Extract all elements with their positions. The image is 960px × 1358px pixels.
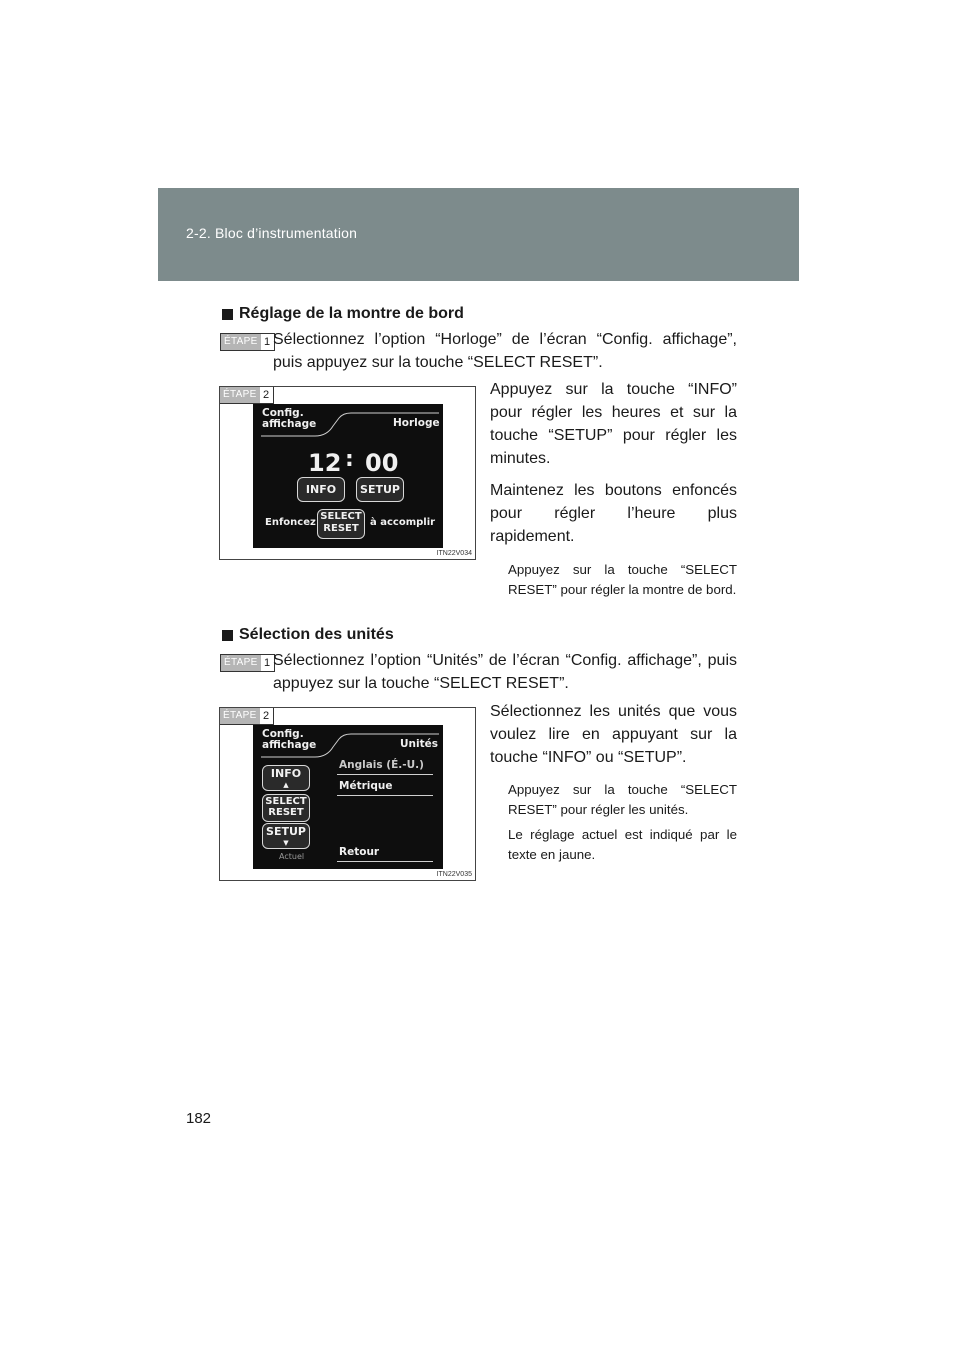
- clock-hours: 12: [308, 449, 342, 477]
- chapter-header: [158, 188, 799, 281]
- step-number: 2: [262, 710, 270, 722]
- step-label: ÉTAPE: [220, 708, 260, 724]
- section-title-text: Réglage de la montre de bord: [239, 305, 464, 322]
- reset-label: RESET: [268, 807, 304, 818]
- step-number: 1: [263, 336, 271, 348]
- section-title-units: [222, 626, 394, 644]
- step2-note1: Appuyez sur la touche “SELECT RESET” pour régler les unités.: [508, 782, 737, 817]
- screen-title-line2: affichage: [262, 418, 317, 430]
- screen-title-line1: Config.: [262, 407, 304, 419]
- info-button[interactable]: [262, 765, 310, 791]
- page-number: 182: [186, 1110, 212, 1127]
- arrow-up-icon: ▲: [283, 781, 289, 789]
- step2-note: Appuyez sur la touche “SELECT RESET” pour régler la montre de bord.: [508, 562, 737, 597]
- clock-screen: [253, 404, 443, 548]
- step2-paragraph1: Appuyez sur la touche “INFO” pour régler les heures et sur la touche “SETUP” pour régler les minutes.: [490, 381, 737, 467]
- clock-colon: :: [345, 447, 354, 472]
- current-label: Actuel: [279, 852, 305, 861]
- select-label: SELECT: [320, 511, 362, 522]
- step-label: ÉTAPE: [220, 387, 260, 403]
- select-label: SELECT: [265, 796, 307, 807]
- mode-label: Horloge: [393, 417, 440, 429]
- step2-paragraph2: Maintenez les boutons enfoncés pour régler l’heure plus rapidement.: [490, 482, 737, 545]
- units-screen: [253, 725, 443, 869]
- square-bullet-icon: [222, 630, 233, 641]
- step-badge: [220, 654, 275, 672]
- figure-code: ITN22V034: [436, 550, 472, 557]
- section-title-clock: [222, 305, 464, 323]
- setup-button[interactable]: SETUP: [356, 477, 404, 502]
- units-figure: [219, 707, 476, 881]
- info-button[interactable]: INFO: [297, 477, 345, 502]
- option-divider: [337, 774, 433, 775]
- figure-code: ITN22V035: [436, 871, 472, 878]
- press-label: Enfoncez: [265, 517, 316, 528]
- screen-title-line1: Config.: [262, 728, 304, 740]
- step1-text: Sélectionnez l’option “Unités” de l’écran “Config. affichage”, puis appuyez sur la touche “SELECT RESET”.: [273, 652, 737, 692]
- step-label: ÉTAPE: [221, 655, 261, 671]
- step1-text: Sélectionnez l’option “Horloge” de l’écran “Config. affichage”, puis appuyez sur la touche “SELECT RESET”.: [273, 331, 737, 371]
- square-bullet-icon: [222, 309, 233, 320]
- step-badge: [220, 708, 274, 725]
- mode-label: Unités: [400, 738, 438, 750]
- step2-note: [508, 780, 737, 864]
- option-back[interactable]: Retour: [339, 846, 380, 858]
- select-reset-button[interactable]: [262, 794, 310, 822]
- reset-label: RESET: [323, 523, 359, 534]
- setup-button[interactable]: [262, 823, 310, 849]
- step-badge: [220, 387, 274, 404]
- section-title-text: Sélection des unités: [239, 626, 394, 643]
- select-reset-button[interactable]: [317, 509, 365, 539]
- step-label: ÉTAPE: [221, 334, 261, 350]
- step2-text: [490, 378, 737, 548]
- step-number: 2: [262, 389, 270, 401]
- arrow-down-icon: ▼: [283, 839, 289, 847]
- step-badge: [220, 333, 275, 351]
- info-label: INFO: [270, 767, 302, 780]
- screen-title-line2: affichage: [262, 739, 317, 751]
- option-divider: [337, 861, 433, 862]
- to-do-label: à accomplir: [370, 517, 436, 528]
- option-divider: [337, 795, 433, 796]
- option-english[interactable]: Anglais (É.-U.): [339, 759, 424, 771]
- step2-text: Sélectionnez les unités que vous voulez lire en appuyant sur la touche “INFO” ou “SETUP”.: [490, 703, 737, 766]
- clock-figure: [219, 386, 476, 560]
- setup-label: SETUP: [266, 825, 306, 838]
- option-metric[interactable]: Métrique: [339, 780, 393, 792]
- clock-minutes: 00: [365, 449, 399, 477]
- step2-note2: Le réglage actuel est indiqué par le texte en jaune.: [508, 827, 737, 862]
- step-number: 1: [263, 657, 271, 669]
- chapter-title: 2-2. Bloc d’instrumentation: [186, 225, 358, 241]
